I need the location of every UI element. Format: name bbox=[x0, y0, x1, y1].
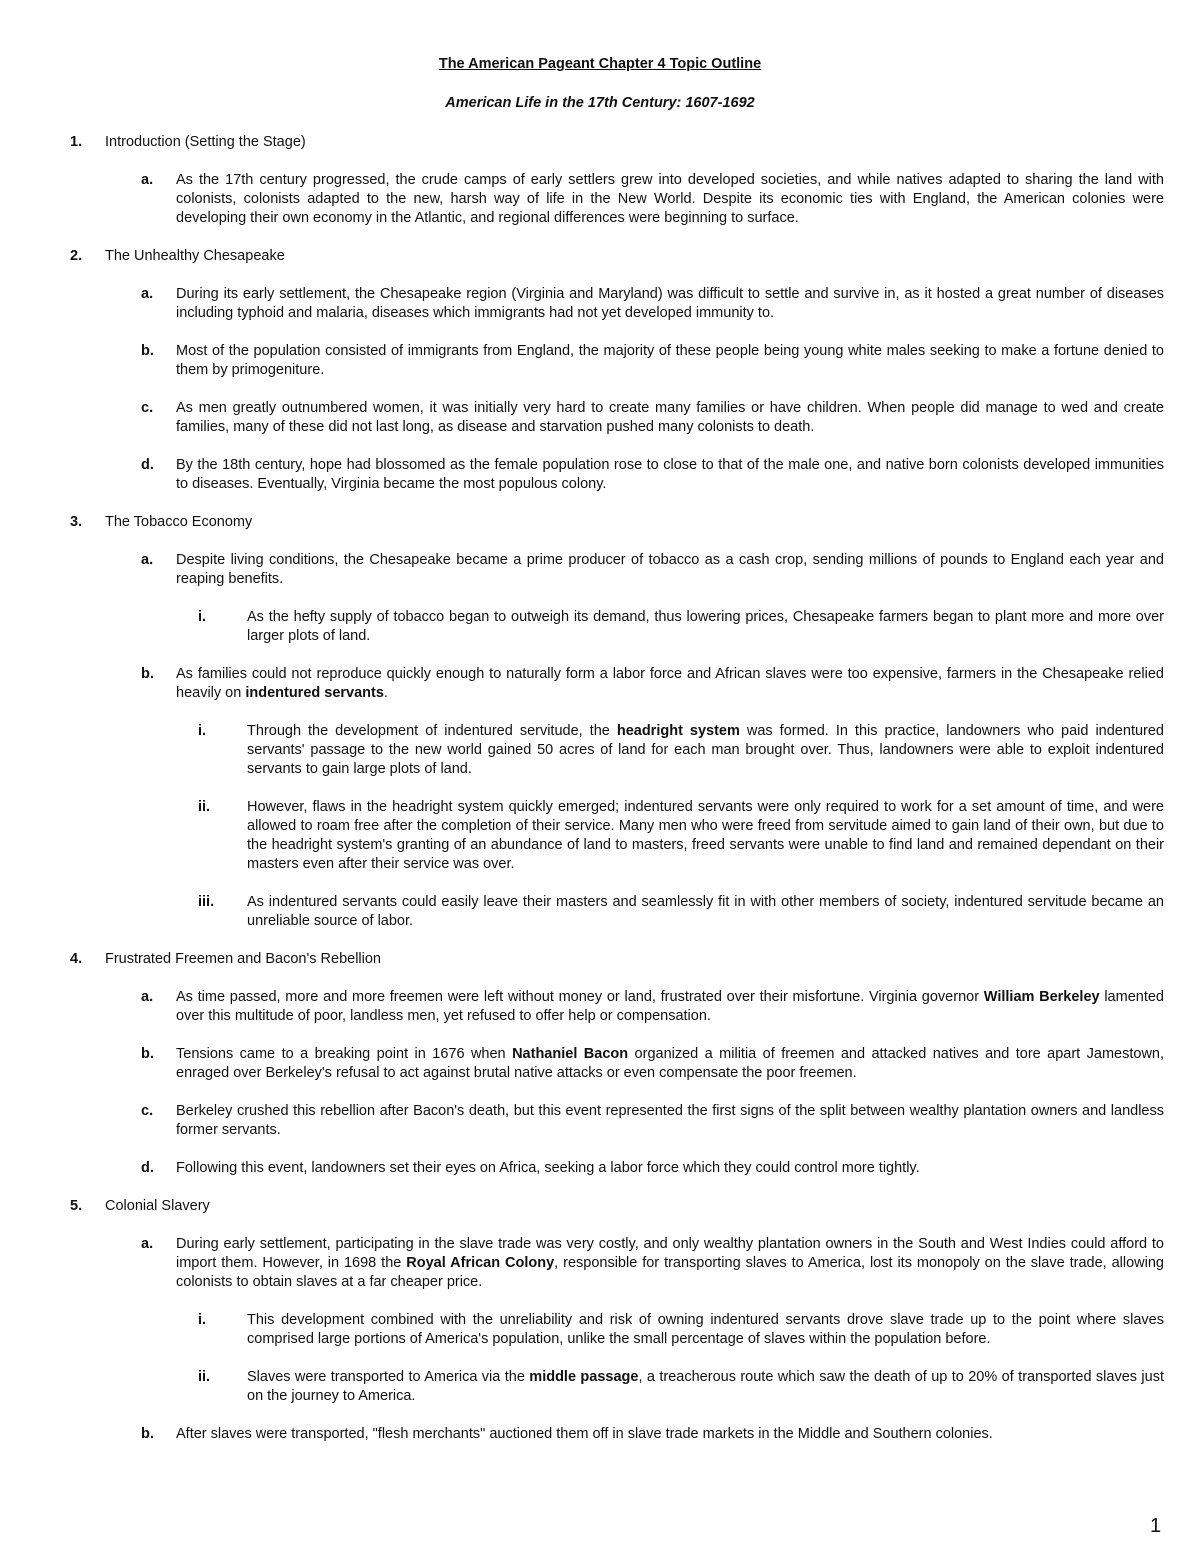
outline-marker: b. bbox=[141, 1046, 154, 1062]
outline-marker: i. bbox=[198, 723, 207, 739]
text-segment: lamented over this multitude of poor, landless men, yet refused to offer help or compensation. bbox=[176, 989, 1164, 1024]
bold-term: Nathaniel Bacon bbox=[512, 1046, 629, 1062]
outline-point bbox=[0, 1235, 1200, 1292]
outline-subpoint bbox=[0, 1311, 1200, 1349]
text-segment: Slaves were transported to America via the bbox=[247, 1369, 530, 1385]
outline-text: However, flaws in the headright system quickly emerged; indentured servants were only required to work for a set amount of time, and were allowed to roam free after the completion of their service. Many men who were freed from servitude aimed to gain land of their own, but due to the headright system's granting of an abundance of land to masters, freed servants were unable to find land and remained dependant on their masters even after their service was over. bbox=[247, 799, 1164, 872]
outline-marker: c. bbox=[141, 400, 154, 416]
outline-text: The Tobacco Economy bbox=[105, 514, 253, 530]
text-segment: Tensions came to a breaking point in 1676 when bbox=[176, 1046, 513, 1062]
text-segment: organized a militia of freemen and attacked natives and tore apart Jamestown, enraged over Berkeley's refusal to act against brutal native attacks or even compensate the poor freemen. bbox=[176, 1046, 1165, 1081]
text-segment: During early settlement, participating in the slave trade was very costly, and only wealthy plantation owners in the South and West Indies could afford to import them. However, in 1698 the bbox=[176, 1236, 1164, 1271]
outline-heading bbox=[0, 513, 1200, 532]
outline-marker: a. bbox=[141, 1236, 154, 1252]
outline-subpoint bbox=[0, 893, 1200, 931]
outline-text bbox=[176, 1235, 1164, 1292]
outline-point bbox=[0, 342, 1200, 380]
outline-point bbox=[0, 285, 1200, 323]
outline-point bbox=[0, 1102, 1200, 1140]
outline-text bbox=[247, 722, 1164, 779]
outline-marker: b. bbox=[141, 1426, 154, 1442]
outline-marker: b. bbox=[141, 343, 154, 359]
text-segment: As time passed, more and more freemen were left without money or land, frustrated over their misfortune. Virginia governor bbox=[176, 989, 984, 1005]
outline-text: The Unhealthy Chesapeake bbox=[105, 248, 285, 264]
document-subtitle: American Life in the 17th Century: 1607-1692 bbox=[445, 95, 755, 111]
outline-text: By the 18th century, hope had blossomed as the female population rose to close to that of the male one, and native born colonists developed immunities to diseases. Eventually, Virginia became the most populous colony. bbox=[176, 457, 1164, 492]
outline-text: Colonial Slavery bbox=[105, 1198, 210, 1214]
outline-marker: i. bbox=[198, 1312, 207, 1328]
outline-text bbox=[176, 988, 1164, 1026]
text-segment: As families could not reproduce quickly enough to naturally form a labor force and African slaves were too expensive, farmers in the Chesapeake relied heavily on bbox=[176, 666, 1164, 701]
outline-point bbox=[0, 399, 1200, 437]
page-number: 1 bbox=[1150, 1515, 1162, 1537]
document-title: The American Pageant Chapter 4 Topic Outline bbox=[438, 56, 762, 72]
outline-point bbox=[0, 1159, 1200, 1178]
bold-term: middle passage bbox=[529, 1369, 639, 1385]
bold-term: William Berkeley bbox=[983, 989, 1100, 1005]
outline-point bbox=[0, 171, 1200, 228]
outline-text: During its early settlement, the Chesapeake region (Virginia and Maryland) was difficult to settle and survive in, as it hosted a great number of diseases including typhoid and malaria, diseases which immigrants had not yet developed immunity to. bbox=[176, 286, 1164, 321]
outline-text: Frustrated Freemen and Bacon's Rebellion bbox=[105, 951, 381, 967]
outline-heading bbox=[0, 950, 1200, 969]
outline-point bbox=[0, 988, 1200, 1026]
outline bbox=[0, 133, 1200, 1463]
outline-subpoint bbox=[0, 608, 1200, 646]
outline-text: As the hefty supply of tobacco began to outweigh its demand, thus lowering prices, Chesapeake farmers began to plant more and more over larger plots of land. bbox=[247, 609, 1164, 644]
outline-text: Despite living conditions, the Chesapeake became a prime producer of tobacco as a cash crop, sending millions of pounds to England each year and reaping benefits. bbox=[176, 552, 1164, 587]
outline-marker: iii. bbox=[198, 894, 215, 910]
outline-subpoint bbox=[0, 722, 1200, 779]
outline-point bbox=[0, 456, 1200, 494]
text-segment: was formed. In this practice, landowners who paid indentured servants' passage to the new world gained 50 acres of land for each man brought over. Thus, landowners were able to exploit indentured servants to gain large plots of land. bbox=[247, 723, 1164, 777]
outline-marker: 1. bbox=[70, 134, 83, 150]
outline-text: After slaves were transported, "flesh merchants" auctioned them off in slave trade markets in the Middle and Southern colonies. bbox=[176, 1426, 993, 1442]
bold-term: indentured servants bbox=[245, 685, 384, 701]
outline-marker: 4. bbox=[70, 951, 83, 967]
outline-marker: 5. bbox=[70, 1198, 83, 1214]
outline-text: This development combined with the unreliability and risk of owning indentured servants drove slave trade up to the point where slaves comprised large portions of America's population, unlike the small percentage of slaves within the population before. bbox=[247, 1312, 1164, 1347]
outline-text: Berkeley crushed this rebellion after Bacon's death, but this event represented the first signs of the split between wealthy plantation owners and landless former servants. bbox=[176, 1103, 1164, 1138]
outline-marker: d. bbox=[141, 1160, 154, 1176]
bold-term: Royal African Colony bbox=[406, 1255, 555, 1271]
outline-text: Following this event, landowners set their eyes on Africa, seeking a labor force which they could control more tightly. bbox=[176, 1160, 920, 1176]
text-segment: . bbox=[383, 685, 388, 701]
outline-text: As indentured servants could easily leave their masters and seamlessly fit in with other members of society, indentured servitude became an unreliable source of labor. bbox=[247, 894, 1164, 929]
outline-text bbox=[176, 1045, 1164, 1083]
outline-marker: 3. bbox=[70, 514, 83, 530]
outline-text: Most of the population consisted of immigrants from England, the majority of these people being young white males seeking to make a fortune denied to them by primogeniture. bbox=[176, 343, 1164, 378]
outline-point bbox=[0, 551, 1200, 589]
outline-marker: ii. bbox=[198, 799, 211, 815]
outline-marker: i. bbox=[198, 609, 207, 625]
outline-marker: b. bbox=[141, 666, 154, 682]
outline-marker: ii. bbox=[198, 1369, 211, 1385]
outline-marker: 2. bbox=[70, 248, 83, 264]
outline-heading bbox=[0, 247, 1200, 266]
outline-heading bbox=[0, 133, 1200, 152]
text-segment: , responsible for transporting slaves to America, lost its monopoly on the slave trade, allowing colonists to obtain slaves at a far cheaper price. bbox=[176, 1255, 1164, 1290]
outline-subpoint bbox=[0, 1368, 1200, 1406]
outline-marker: a. bbox=[141, 989, 154, 1005]
text-segment: Through the development of indentured servitude, the bbox=[247, 723, 617, 739]
text-segment: , a treacherous route which saw the death of up to 20% of transported slaves just on the journey to America. bbox=[247, 1369, 1164, 1404]
outline-point bbox=[0, 1425, 1200, 1444]
bold-term: headright system bbox=[616, 723, 740, 739]
outline-text: As the 17th century progressed, the crude camps of early settlers grew into developed societies, and while natives adapted to sharing the land with colonists, colonists adapted to the new, harsh way of life in the New World. Despite its economic ties with England, the American colonies were developing their own economy in the Atlantic, and regional differences were beginning to surface. bbox=[176, 172, 1164, 226]
outline-marker: a. bbox=[141, 286, 154, 302]
outline-marker: c. bbox=[141, 1103, 154, 1119]
outline-text bbox=[247, 1368, 1164, 1406]
outline-text: As men greatly outnumbered women, it was initially very hard to create many families or have children. When people did manage to wed and create families, many of these did not last long, as disease and starvation pushed many colonists to death. bbox=[176, 400, 1164, 435]
outline-marker: a. bbox=[141, 172, 154, 188]
outline-text bbox=[176, 665, 1164, 703]
outline-point bbox=[0, 1045, 1200, 1083]
outline-marker: a. bbox=[141, 552, 154, 568]
outline-point bbox=[0, 665, 1200, 703]
outline-subpoint bbox=[0, 798, 1200, 874]
outline-text: Introduction (Setting the Stage) bbox=[105, 134, 306, 150]
outline-heading bbox=[0, 1197, 1200, 1216]
outline-marker: d. bbox=[141, 457, 154, 473]
